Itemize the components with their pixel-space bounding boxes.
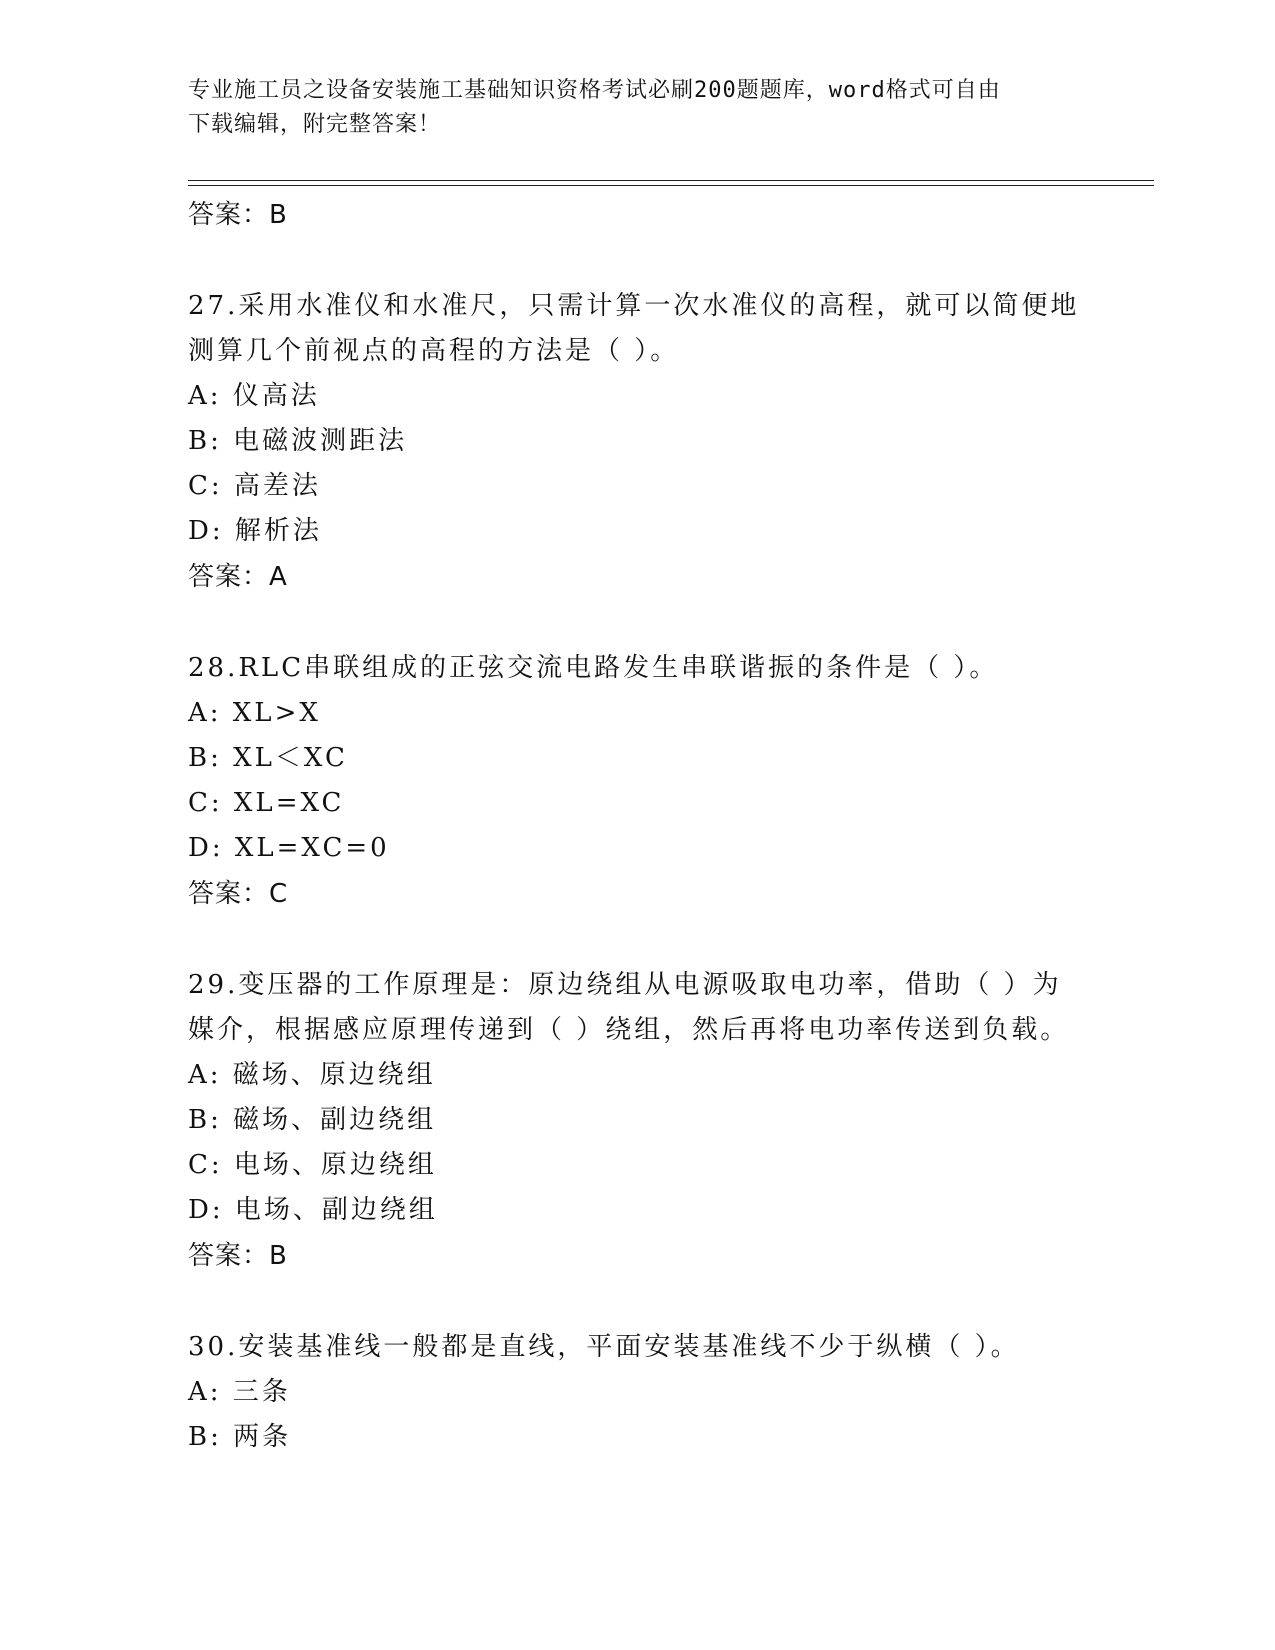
spacer [188, 600, 1148, 646]
previous-answer: 答案：B [188, 200, 288, 230]
header-divider-top [188, 180, 1154, 181]
option-b: B: 磁场、副边绕组 [188, 1105, 437, 1135]
option-b: B: 两条 [188, 1422, 292, 1452]
option-d: D: 解析法 [188, 516, 322, 546]
question-line-2: 测算几个前视点的高程的方法是（ ）。 [188, 336, 680, 366]
question-text [188, 284, 1148, 374]
spacer [188, 238, 1148, 284]
option-a: A: 磁场、原边绕组 [188, 1060, 436, 1090]
answer: 答案：B [188, 1241, 288, 1271]
option-c: C: XL=XC [188, 788, 345, 818]
question-28 [188, 646, 1148, 917]
question-list [188, 192, 1148, 1460]
question-text [188, 646, 1148, 691]
answer: 答案：A [188, 562, 288, 592]
option-a: A: XL>X [188, 698, 321, 728]
question-line-1: 28.RLC串联组成的正弦交流电路发生串联谐振的条件是（ ）。 [188, 653, 999, 683]
question-line-1: 30.安装基准线一般都是直线，平面安装基准线不少于纵横（ ）。 [188, 1332, 1020, 1362]
answer: 答案：C [188, 879, 289, 909]
option-d: D: 电场、副边绕组 [188, 1195, 438, 1225]
question-line-2: 媒介，根据感应原理传递到（ ）绕组，然后再将电功率传送到负载。 [188, 1015, 1070, 1045]
option-d: D: XL=XC=0 [188, 833, 390, 863]
question-29 [188, 963, 1148, 1279]
option-a: A: 仪高法 [188, 381, 320, 411]
header-line-1: 专业施工员之设备安装施工基础知识资格考试必刷200题题库，word格式可自由 [188, 78, 1001, 103]
question-line-1: 27.采用水准仪和水准尺，只需计算一次水准仪的高程，就可以简便地 [188, 291, 1080, 321]
option-b: B: XL＜XC [188, 743, 348, 773]
document-header [188, 74, 1088, 142]
header-line-2: 下载编辑，附完整答案！ [188, 112, 442, 137]
question-text [188, 963, 1148, 1053]
option-b: B: 电磁波测距法 [188, 426, 408, 456]
option-c: C: 高差法 [188, 471, 321, 501]
option-a: A: 三条 [188, 1377, 291, 1407]
spacer [188, 917, 1148, 963]
spacer [188, 1279, 1148, 1325]
header-divider-bottom [188, 185, 1154, 186]
option-c: C: 电场、原边绕组 [188, 1150, 437, 1180]
question-text [188, 1325, 1148, 1370]
question-30 [188, 1325, 1148, 1460]
question-27 [188, 284, 1148, 600]
question-line-1: 29.变压器的工作原理是：原边绕组从电源吸取电功率，借助（ ）为 [188, 970, 1062, 1000]
